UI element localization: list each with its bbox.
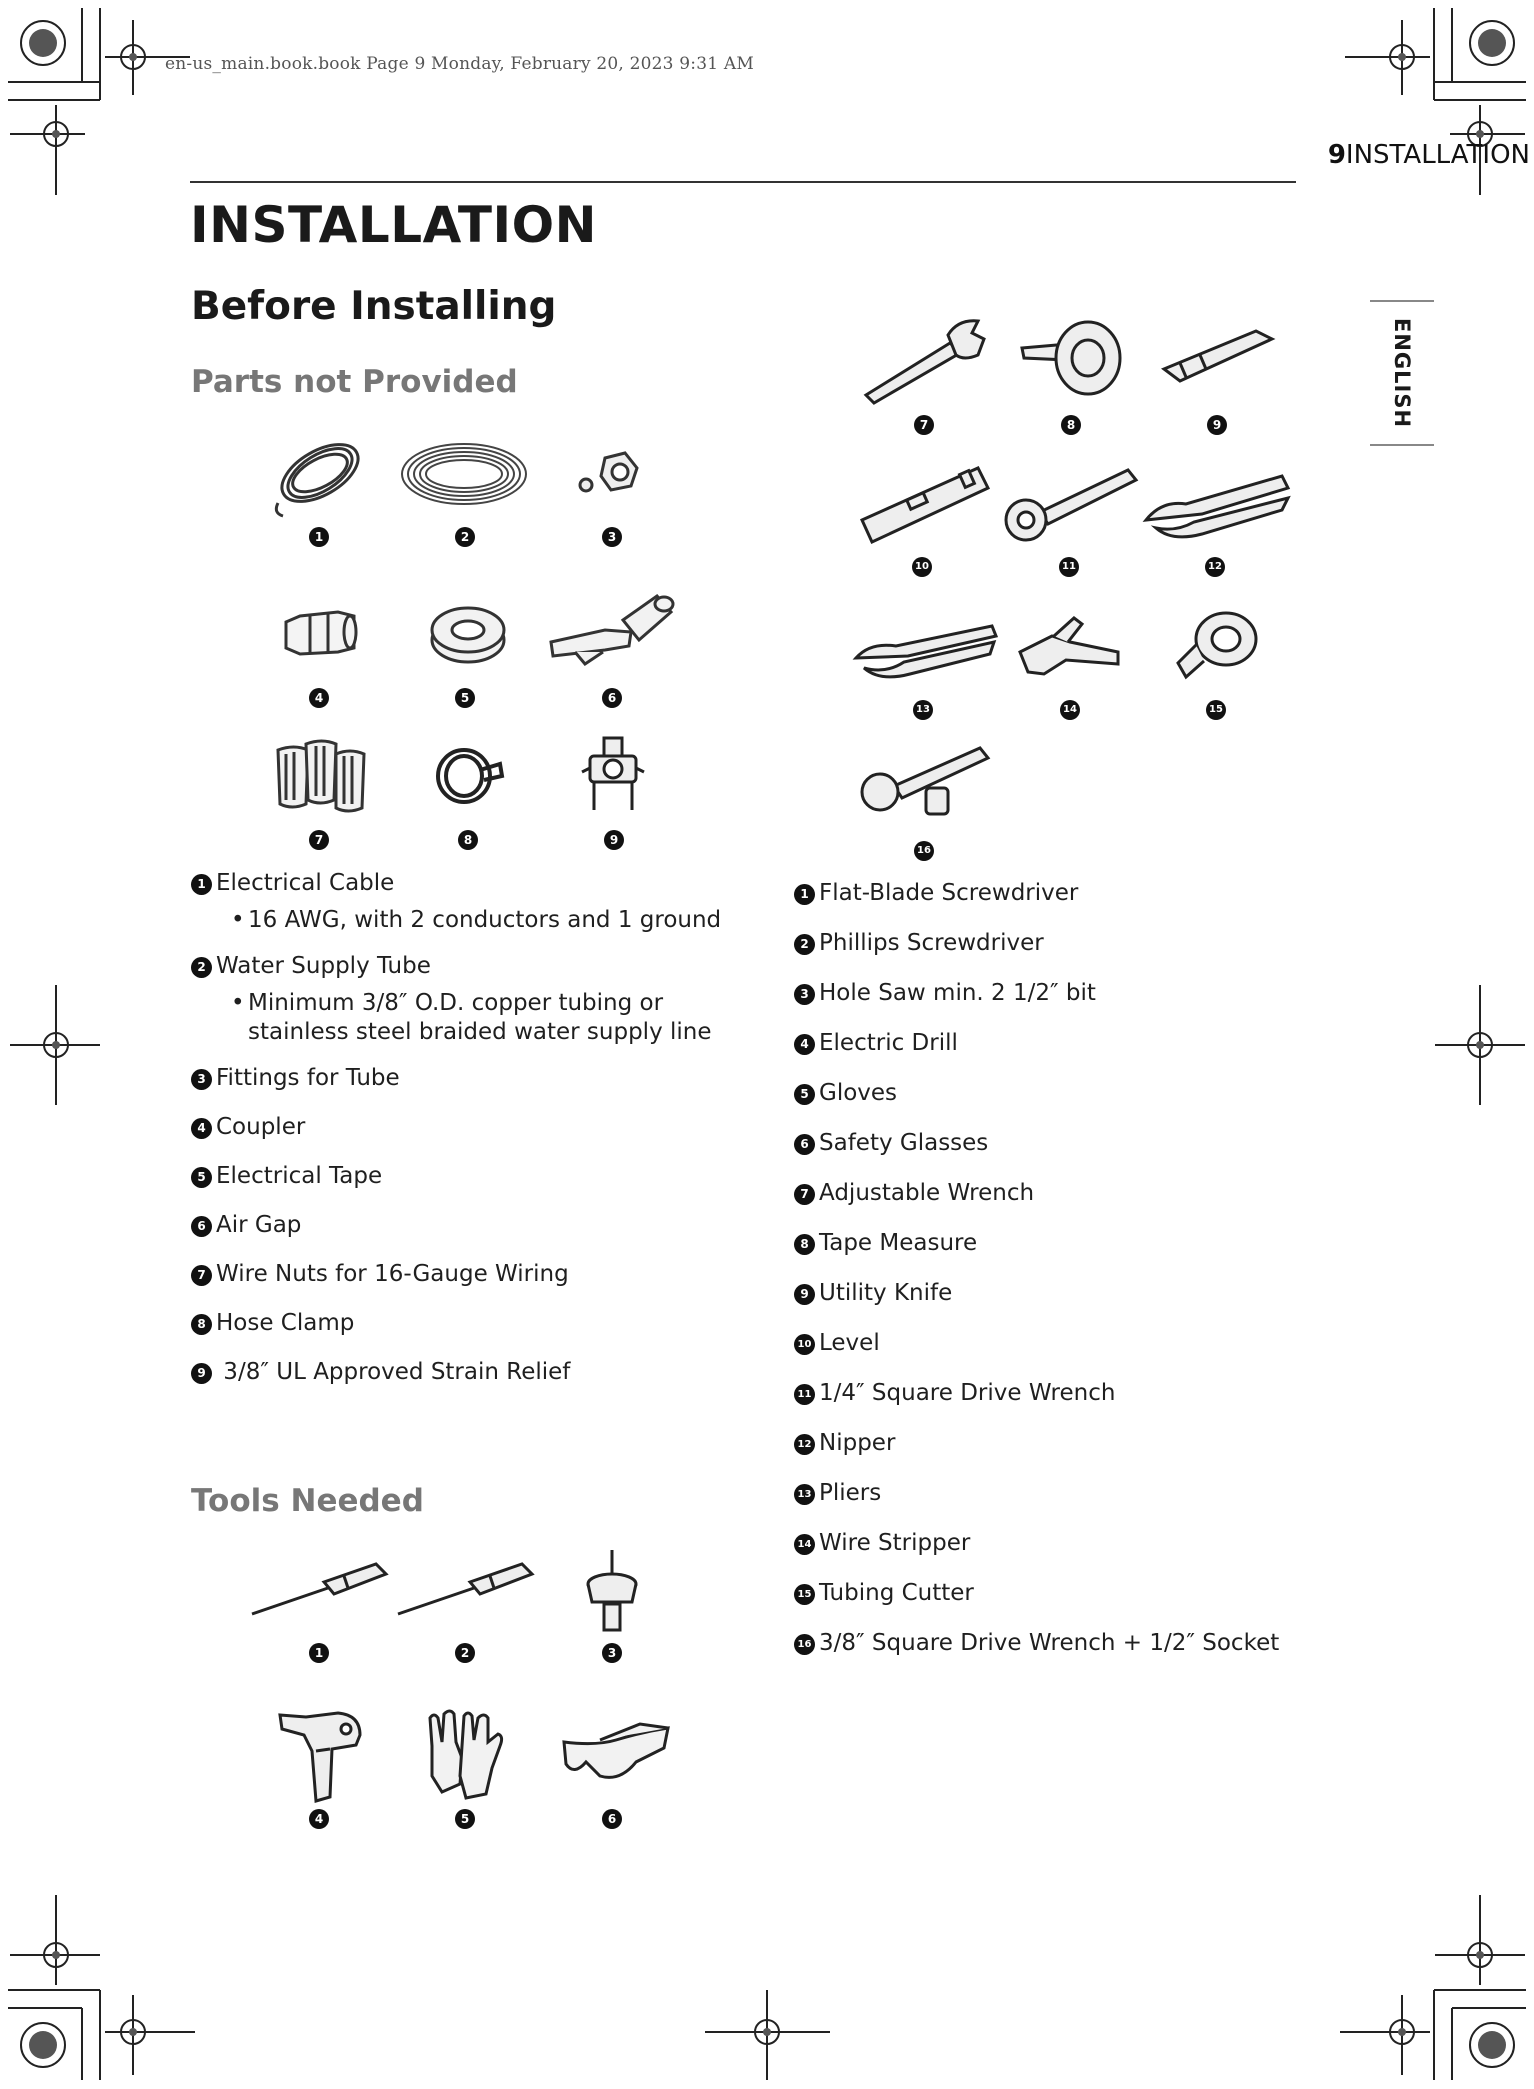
parts-heading: Parts not Provided <box>191 364 518 400</box>
list-item <box>794 1280 1279 1306</box>
item-label: Pliers <box>819 1480 882 1506</box>
item-number: 13 <box>794 1484 815 1505</box>
strain-relief-icon <box>580 732 646 816</box>
item-label: Level <box>819 1330 880 1356</box>
list-item <box>191 1359 721 1385</box>
item-detail: • 16 AWG, with 2 conductors and 1 ground <box>216 906 721 935</box>
item-label: Wire Stripper <box>819 1530 971 1556</box>
item-label: Flat-Blade Screwdriver <box>819 880 1079 906</box>
running-header <box>1328 140 1530 170</box>
item-label: 3/8″ UL Approved Strain Relief <box>216 1359 571 1385</box>
safety-glasses-icon <box>556 1722 674 1788</box>
gloves-icon <box>422 1706 508 1802</box>
tool-badge-7: 7 <box>914 415 934 435</box>
item-number: 11 <box>794 1384 815 1405</box>
tape-measure-icon <box>1018 318 1122 398</box>
list-item <box>794 1580 1279 1606</box>
part-badge-2: 2 <box>455 527 475 547</box>
item-number: 6 <box>191 1216 212 1237</box>
item-label: Electric Drill <box>819 1030 958 1056</box>
tool-badge-3: 3 <box>602 1643 622 1663</box>
item-label: Electrical Cable <box>216 870 395 896</box>
item-number: 9 <box>794 1284 815 1305</box>
flat-blade-screwdriver-icon <box>248 1558 392 1618</box>
nipper-icon <box>1142 470 1292 540</box>
phillips-screwdriver-icon <box>394 1558 538 1618</box>
item-label: Fittings for Tube <box>216 1065 400 1091</box>
side-tab-top-rule <box>1370 300 1434 302</box>
tool-badge-6: 6 <box>602 1809 622 1829</box>
square-drive-wrench-icon <box>1000 462 1140 546</box>
item-label: Wire Nuts for 16-Gauge Wiring <box>216 1261 569 1287</box>
air-gap-icon <box>545 590 675 670</box>
list-item <box>794 1230 1279 1256</box>
item-number: 3 <box>794 984 815 1005</box>
hose-clamp-icon <box>428 742 506 808</box>
item-number: 9 <box>191 1363 212 1384</box>
item-number: 4 <box>191 1118 212 1139</box>
tool-badge-13: 13 <box>913 700 933 720</box>
wire-stripper-icon <box>1014 612 1126 684</box>
item-label: Tubing Cutter <box>819 1580 974 1606</box>
item-number: 14 <box>794 1534 815 1555</box>
fittings-icon <box>575 448 643 498</box>
item-label: Hole Saw min. 2 1/2″ bit <box>819 980 1096 1006</box>
part-badge-4: 4 <box>309 688 329 708</box>
list-item <box>794 1630 1279 1656</box>
list-item <box>191 1261 721 1287</box>
electrical-cable-icon <box>268 428 372 518</box>
part-badge-3: 3 <box>602 527 622 547</box>
list-item <box>191 1212 721 1238</box>
part-badge-8: 8 <box>458 830 478 850</box>
tool-badge-16: 16 <box>914 841 934 861</box>
tool-badge-4: 4 <box>309 1809 329 1829</box>
item-label: 1/4″ Square Drive Wrench <box>819 1380 1116 1406</box>
level-icon <box>858 462 992 548</box>
list-item <box>794 1430 1279 1456</box>
electric-drill-icon <box>276 1705 366 1805</box>
tool-badge-12: 12 <box>1205 557 1225 577</box>
list-item <box>191 953 721 1047</box>
item-label: Safety Glasses <box>819 1130 989 1156</box>
pliers-icon <box>852 612 998 682</box>
item-label: 3/8″ Square Drive Wrench + 1/2″ Socket <box>819 1630 1280 1656</box>
list-item <box>794 1180 1279 1206</box>
list-item <box>191 1310 721 1336</box>
list-item <box>794 1480 1279 1506</box>
tool-badge-9: 9 <box>1207 415 1227 435</box>
item-number: 2 <box>794 934 815 955</box>
part-badge-9: 9 <box>604 830 624 850</box>
item-detail: • Minimum 3/8″ O.D. copper tubing or <box>216 989 721 1018</box>
list-item <box>794 1130 1279 1156</box>
adjustable-wrench-icon <box>860 315 990 405</box>
hole-saw-icon <box>582 1548 642 1634</box>
list-item <box>794 980 1279 1006</box>
item-label: Water Supply Tube <box>216 953 431 979</box>
list-item <box>794 1380 1279 1406</box>
list-item <box>191 1114 721 1140</box>
item-label: Nipper <box>819 1430 896 1456</box>
page-title: INSTALLATION <box>190 196 597 254</box>
list-item <box>191 1065 721 1091</box>
side-tab-bottom-rule <box>1370 444 1434 446</box>
item-label: Electrical Tape <box>216 1163 383 1189</box>
tool-badge-14: 14 <box>1060 700 1080 720</box>
part-badge-5: 5 <box>455 688 475 708</box>
list-item <box>191 870 721 935</box>
tool-badge-1: 1 <box>309 1643 329 1663</box>
page-number: 9 <box>1327 140 1346 170</box>
tool-badge-2: 2 <box>455 1643 475 1663</box>
tool-badge-15: 15 <box>1206 700 1226 720</box>
item-number: 5 <box>191 1167 212 1188</box>
item-label: Tape Measure <box>819 1230 978 1256</box>
coupler-icon <box>280 602 360 664</box>
item-label: Coupler <box>216 1114 306 1140</box>
socket-wrench-icon <box>858 742 992 826</box>
item-number: 2 <box>191 957 212 978</box>
item-number: 7 <box>191 1265 212 1286</box>
item-number: 1 <box>191 874 212 895</box>
wire-nuts-icon <box>272 738 370 814</box>
list-item <box>794 930 1279 956</box>
item-number: 8 <box>191 1314 212 1335</box>
list-item <box>794 1530 1279 1556</box>
electrical-tape-icon <box>428 602 508 666</box>
list-item <box>794 1080 1279 1106</box>
part-badge-6: 6 <box>602 688 622 708</box>
item-number: 6 <box>794 1134 815 1155</box>
side-tab <box>1384 318 1420 428</box>
item-label: Gloves <box>819 1080 898 1106</box>
item-number: 4 <box>794 1034 815 1055</box>
section-subtitle: Before Installing <box>191 284 557 329</box>
parts-list <box>191 870 721 1385</box>
tools-list <box>794 880 1279 1656</box>
tool-badge-11: 11 <box>1059 557 1079 577</box>
item-label: Phillips Screwdriver <box>819 930 1044 956</box>
list-item <box>191 1163 721 1189</box>
list-item <box>794 880 1279 906</box>
item-number: 7 <box>794 1184 815 1205</box>
item-number: 12 <box>794 1434 815 1455</box>
item-number: 10 <box>794 1334 815 1355</box>
item-label: Hose Clamp <box>216 1310 355 1336</box>
tool-badge-5: 5 <box>455 1809 475 1829</box>
list-item <box>794 1030 1279 1056</box>
print-info-line: en-us_main.book.book Page 9 Monday, February 20, 2023 9:31 AM <box>165 54 754 74</box>
tubing-cutter-icon <box>1170 605 1266 687</box>
utility-knife-icon <box>1160 325 1276 389</box>
side-tab-label: ENGLISH <box>1390 317 1414 429</box>
item-number: 5 <box>794 1084 815 1105</box>
item-detail-cont: stainless steel braided water supply line <box>248 1019 712 1045</box>
item-number: 8 <box>794 1234 815 1255</box>
tool-badge-8: 8 <box>1061 415 1081 435</box>
header-rule <box>190 181 1296 183</box>
item-label: Adjustable Wrench <box>819 1180 1035 1206</box>
part-badge-1: 1 <box>309 527 329 547</box>
item-number: 3 <box>191 1069 212 1090</box>
item-label: Utility Knife <box>819 1280 953 1306</box>
water-supply-tube-icon <box>398 440 530 508</box>
part-badge-7: 7 <box>309 830 329 850</box>
item-number: 15 <box>794 1584 815 1605</box>
tool-badge-10: 10 <box>912 557 932 577</box>
tools-heading: Tools Needed <box>191 1483 424 1519</box>
running-header-section: INSTALLATION <box>1345 140 1530 170</box>
item-label: Air Gap <box>216 1212 302 1238</box>
item-number: 1 <box>794 884 815 905</box>
item-number: 16 <box>794 1634 815 1655</box>
list-item <box>794 1330 1279 1356</box>
